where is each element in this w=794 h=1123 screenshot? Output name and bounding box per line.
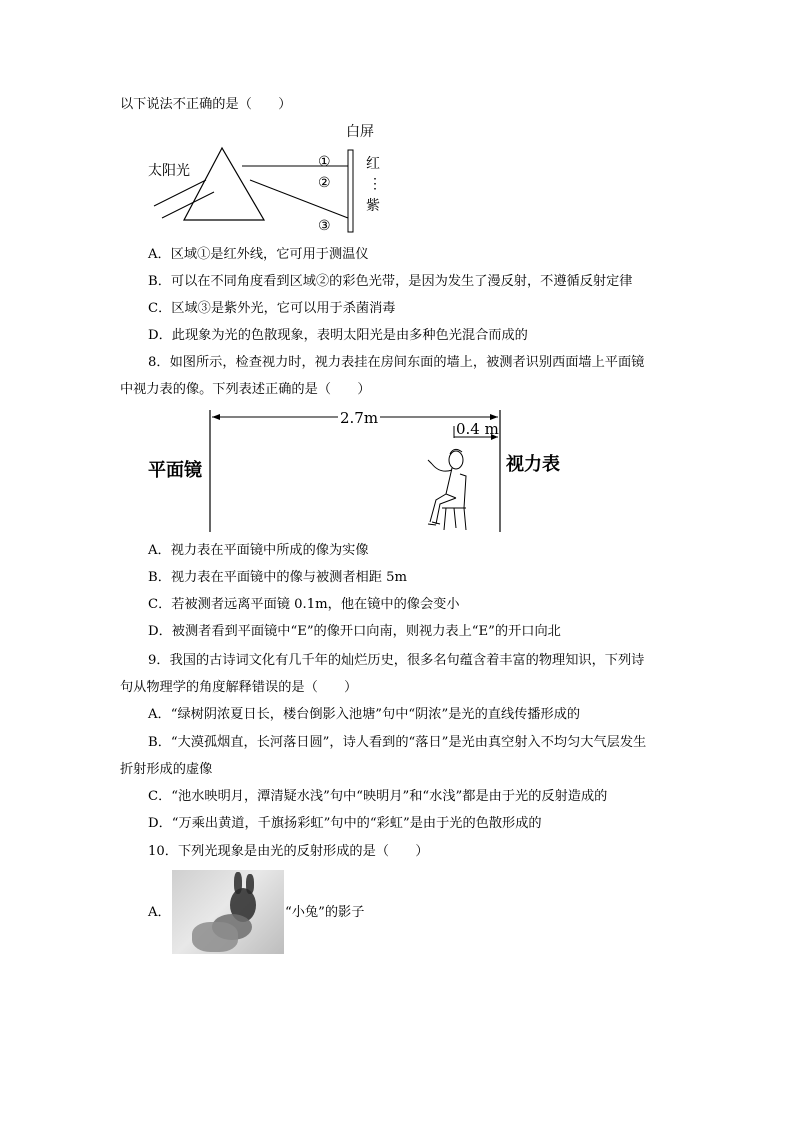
q7-option-c: C．区域③是紫外光，它可以用于杀菌消毒: [148, 301, 396, 316]
q7-option-b: B．可以在不同角度看到区域②的彩色光带，是因为发生了漫反射，不遵循反射定律: [148, 274, 633, 289]
red-label: 红: [366, 156, 380, 172]
sun-ray-2: [162, 192, 214, 218]
dots-label: ⋮: [368, 176, 382, 192]
region-1-label: ①: [318, 154, 331, 170]
purple-label: 紫: [366, 198, 380, 214]
distance-person-label: 0.4 m: [456, 420, 499, 438]
q9-option-d: D．“万乘出黄道，千旗扬彩虹”句中的“彩虹”是由于光的色散形成的: [148, 816, 542, 831]
q7-option-a: A．区域①是红外线，它可用于测温仪: [148, 247, 369, 262]
q8-stem-line1: 8．如图所示，检查视力时，视力表挂在房间东面的墙上，被测者识别西面墙上平面镜: [148, 355, 645, 370]
rabbit-shadow-photo: [172, 870, 284, 954]
eye-test-figure: [140, 404, 580, 536]
q9-option-b-cont: 折射形成的虚像: [120, 762, 213, 777]
q9-option-b: B．“大漠孤烟直，长河落日圆”，诗人看到的“落日”是光由真空射入不均匀大气层发生: [148, 735, 647, 750]
q7-option-d: D．此现象为光的色散现象，表明太阳光是由多种色光混合而成的: [148, 328, 528, 343]
q9-stem-line1: 9．我国的古诗词文化有几千年的灿烂历史，很多名句蕴含着丰富的物理知识，下列诗: [148, 653, 645, 668]
q10-option-a-caption: “小兔”的影子: [285, 905, 365, 920]
q8-option-c: C．若被测者远离平面镜 0.1m，他在镜中的像会变小: [148, 597, 460, 612]
q8-option-b: B．视力表在平面镜中的像与被测者相距 5m: [148, 570, 407, 585]
q10-option-a-prefix: A．: [148, 905, 171, 920]
region-2-label: ②: [318, 175, 331, 191]
prism: [184, 148, 264, 220]
q10-stem: 10．下列光现象是由光的反射形成的是（ ）: [148, 844, 429, 859]
q8-option-d: D．被测者看到平面镜中“E”的像开口向南，则视力表上“E”的开口向北: [148, 624, 561, 639]
dist-arrowhead-left: [212, 414, 220, 420]
q7-stem: 以下说法不正确的是（ ）: [120, 97, 292, 112]
sunlight-label: 太阳光: [148, 163, 190, 179]
seated-person: [428, 449, 466, 530]
mirror-label: 平面镜: [148, 460, 202, 481]
ray-violet: [250, 180, 348, 218]
region-3-label: ③: [318, 218, 331, 234]
chart-label: 视力表: [506, 454, 560, 475]
q9-stem-line2: 句从物理学的角度解释错误的是（ ）: [120, 680, 358, 695]
q9-option-a: A．“绿树阴浓夏日长，楼台倒影入池塘”句中“阴浓”是光的直线传播形成的: [148, 707, 581, 722]
q8-option-a: A．视力表在平面镜中所成的像为实像: [148, 543, 369, 558]
q9-option-c: C．“池水映明月，潭清疑水浅”句中“映明月”和“水浅”都是由于光的反射造成的: [148, 789, 608, 804]
distance-total-label: 2.7m: [340, 409, 379, 427]
screen-label: 白屏: [346, 124, 374, 140]
prism-dispersion-figure: [140, 118, 400, 242]
white-screen: [348, 150, 353, 232]
q8-stem-line2: 中视力表的像。下列表述正确的是（ ）: [120, 382, 371, 397]
